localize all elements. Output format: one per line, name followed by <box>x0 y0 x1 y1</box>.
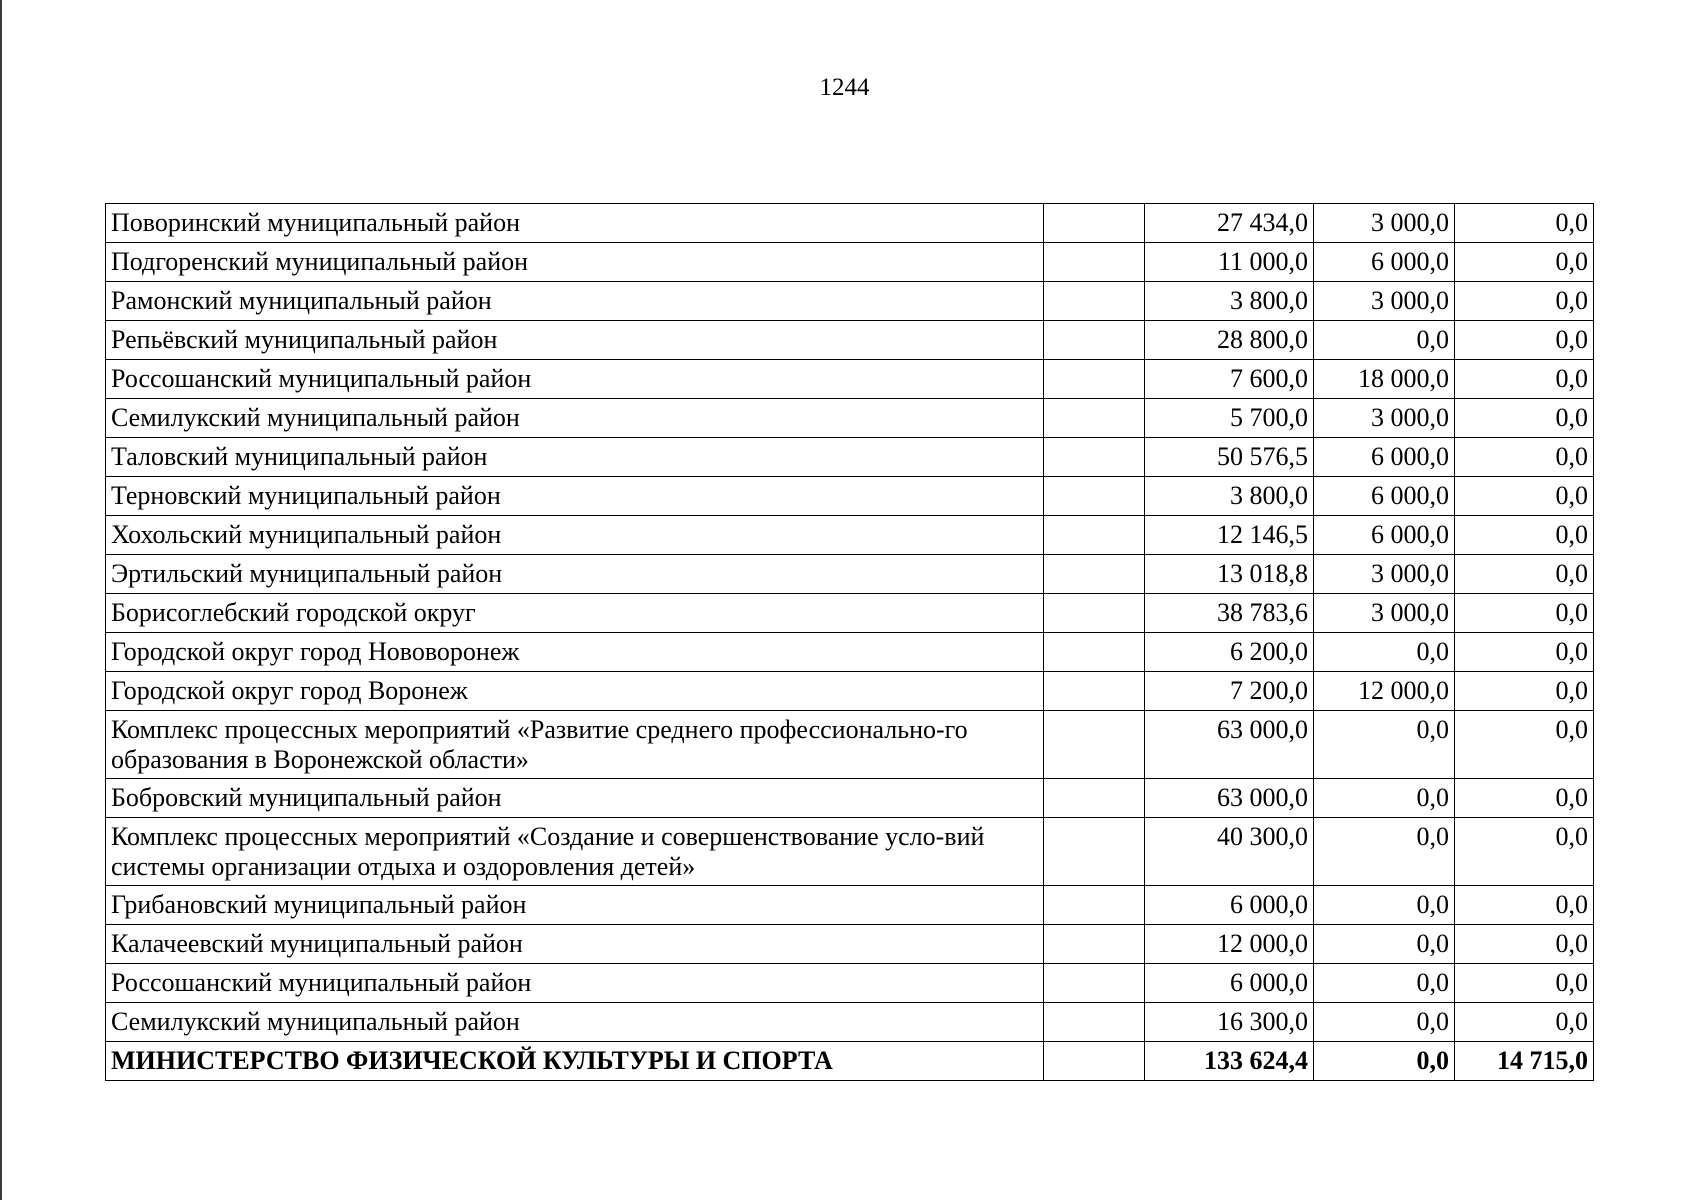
row-code <box>1044 711 1145 779</box>
row-value-3: 0,0 <box>1455 516 1594 555</box>
row-name: Семилукский муниципальный район <box>106 399 1044 438</box>
table-row <box>106 672 1594 711</box>
row-value-1: 12 000,0 <box>1145 925 1314 964</box>
row-value-1: 7 200,0 <box>1145 672 1314 711</box>
row-code <box>1044 779 1145 818</box>
row-name: Хохольский муниципальный район <box>106 516 1044 555</box>
total-name: МИНИСТЕРСТВО ФИЗИЧЕСКОЙ КУЛЬТУРЫ И СПОРТА <box>106 1042 1044 1081</box>
row-value-3: 0,0 <box>1455 964 1594 1003</box>
budget-table-body <box>106 204 1594 1081</box>
row-value-2: 0,0 <box>1314 886 1455 925</box>
row-value-1: 63 000,0 <box>1145 779 1314 818</box>
row-value-2: 0,0 <box>1314 779 1455 818</box>
table-row <box>106 925 1594 964</box>
row-name: Россошанский муниципальный район <box>106 964 1044 1003</box>
row-code <box>1044 282 1145 321</box>
row-value-1: 16 300,0 <box>1145 1003 1314 1042</box>
row-code <box>1044 594 1145 633</box>
row-value-1: 6 000,0 <box>1145 964 1314 1003</box>
row-value-3: 0,0 <box>1455 438 1594 477</box>
row-value-2: 0,0 <box>1314 925 1455 964</box>
row-value-3: 0,0 <box>1455 555 1594 594</box>
table-row <box>106 818 1594 886</box>
table-row <box>106 516 1594 555</box>
row-value-2: 3 000,0 <box>1314 204 1455 243</box>
row-value-1: 13 018,8 <box>1145 555 1314 594</box>
row-code <box>1044 360 1145 399</box>
table-row <box>106 594 1594 633</box>
row-value-1: 38 783,6 <box>1145 594 1314 633</box>
row-code <box>1044 516 1145 555</box>
row-code <box>1044 672 1145 711</box>
row-value-3: 0,0 <box>1455 399 1594 438</box>
row-value-1: 28 800,0 <box>1145 321 1314 360</box>
page-number: 1244 <box>819 74 870 101</box>
row-code <box>1044 204 1145 243</box>
row-value-2: 6 000,0 <box>1314 477 1455 516</box>
row-name: Калачеевский муниципальный район <box>106 925 1044 964</box>
row-value-2: 6 000,0 <box>1314 438 1455 477</box>
row-value-3: 0,0 <box>1455 886 1594 925</box>
row-name: Городской округ город Нововоронеж <box>106 633 1044 672</box>
row-name: Поворинский муниципальный район <box>106 204 1044 243</box>
row-name: Комплекс процессных мероприятий «Развитие среднего профессионально-го образования в Воронежской области» <box>106 711 1044 779</box>
row-value-2: 6 000,0 <box>1314 516 1455 555</box>
table-row <box>106 438 1594 477</box>
row-code <box>1044 399 1145 438</box>
row-value-3: 0,0 <box>1455 360 1594 399</box>
row-code <box>1044 438 1145 477</box>
row-value-2: 0,0 <box>1314 711 1455 779</box>
row-value-3: 0,0 <box>1455 672 1594 711</box>
total-value-3: 14 715,0 <box>1455 1042 1594 1081</box>
scan-edge-line <box>0 0 2 1200</box>
table-row <box>106 779 1594 818</box>
row-value-1: 12 146,5 <box>1145 516 1314 555</box>
row-value-1: 5 700,0 <box>1145 399 1314 438</box>
table-row <box>106 243 1594 282</box>
total-code <box>1044 1042 1145 1081</box>
total-row <box>106 1042 1594 1081</box>
row-value-2: 0,0 <box>1314 1003 1455 1042</box>
table-row <box>106 964 1594 1003</box>
row-value-3: 0,0 <box>1455 243 1594 282</box>
row-value-1: 63 000,0 <box>1145 711 1314 779</box>
row-name: Грибановский муниципальный район <box>106 886 1044 925</box>
total-value-1: 133 624,4 <box>1145 1042 1314 1081</box>
row-value-2: 3 000,0 <box>1314 594 1455 633</box>
budget-table <box>105 203 1594 1081</box>
table-row <box>106 360 1594 399</box>
row-value-2: 0,0 <box>1314 964 1455 1003</box>
row-code <box>1044 925 1145 964</box>
row-value-2: 3 000,0 <box>1314 399 1455 438</box>
row-value-1: 6 200,0 <box>1145 633 1314 672</box>
row-value-3: 0,0 <box>1455 1003 1594 1042</box>
row-value-2: 18 000,0 <box>1314 360 1455 399</box>
row-value-3: 0,0 <box>1455 594 1594 633</box>
row-code <box>1044 243 1145 282</box>
row-name: Таловский муниципальный район <box>106 438 1044 477</box>
row-value-3: 0,0 <box>1455 925 1594 964</box>
row-code <box>1044 1003 1145 1042</box>
row-name: Россошанский муниципальный район <box>106 360 1044 399</box>
row-name: Репьёвский муниципальный район <box>106 321 1044 360</box>
row-value-3: 0,0 <box>1455 204 1594 243</box>
row-name: Комплекс процессных мероприятий «Создание и совершенствование усло-вий системы организации отдыха и оздоровления детей» <box>106 818 1044 886</box>
row-value-3: 0,0 <box>1455 818 1594 886</box>
table-row <box>106 321 1594 360</box>
row-value-1: 11 000,0 <box>1145 243 1314 282</box>
table-row <box>106 886 1594 925</box>
row-value-3: 0,0 <box>1455 477 1594 516</box>
row-value-3: 0,0 <box>1455 633 1594 672</box>
row-name: Борисоглебский городской округ <box>106 594 1044 633</box>
row-name: Городской округ город Воронеж <box>106 672 1044 711</box>
row-name: Семилукский муниципальный район <box>106 1003 1044 1042</box>
row-name: Бобровский муниципальный район <box>106 779 1044 818</box>
row-code <box>1044 633 1145 672</box>
row-name: Рамонский муниципальный район <box>106 282 1044 321</box>
table-row <box>106 477 1594 516</box>
row-code <box>1044 886 1145 925</box>
total-value-2: 0,0 <box>1314 1042 1455 1081</box>
row-value-3: 0,0 <box>1455 779 1594 818</box>
row-value-1: 6 000,0 <box>1145 886 1314 925</box>
row-value-2: 12 000,0 <box>1314 672 1455 711</box>
row-value-2: 3 000,0 <box>1314 555 1455 594</box>
row-value-2: 0,0 <box>1314 321 1455 360</box>
row-name: Терновский муниципальный район <box>106 477 1044 516</box>
row-value-2: 3 000,0 <box>1314 282 1455 321</box>
row-code <box>1044 818 1145 886</box>
row-code <box>1044 477 1145 516</box>
row-value-1: 27 434,0 <box>1145 204 1314 243</box>
table-row <box>106 555 1594 594</box>
row-value-1: 3 800,0 <box>1145 477 1314 516</box>
row-value-3: 0,0 <box>1455 321 1594 360</box>
table-row <box>106 204 1594 243</box>
table-row <box>106 711 1594 779</box>
row-value-1: 40 300,0 <box>1145 818 1314 886</box>
row-value-1: 7 600,0 <box>1145 360 1314 399</box>
row-value-2: 0,0 <box>1314 818 1455 886</box>
table-row <box>106 399 1594 438</box>
row-value-1: 50 576,5 <box>1145 438 1314 477</box>
row-name: Подгоренский муниципальный район <box>106 243 1044 282</box>
table-row <box>106 1003 1594 1042</box>
row-code <box>1044 964 1145 1003</box>
row-value-2: 0,0 <box>1314 633 1455 672</box>
row-code <box>1044 321 1145 360</box>
row-value-3: 0,0 <box>1455 282 1594 321</box>
row-name: Эртильский муниципальный район <box>106 555 1044 594</box>
row-value-2: 6 000,0 <box>1314 243 1455 282</box>
table-row <box>106 282 1594 321</box>
row-value-1: 3 800,0 <box>1145 282 1314 321</box>
row-code <box>1044 555 1145 594</box>
row-value-3: 0,0 <box>1455 711 1594 779</box>
table-row <box>106 633 1594 672</box>
